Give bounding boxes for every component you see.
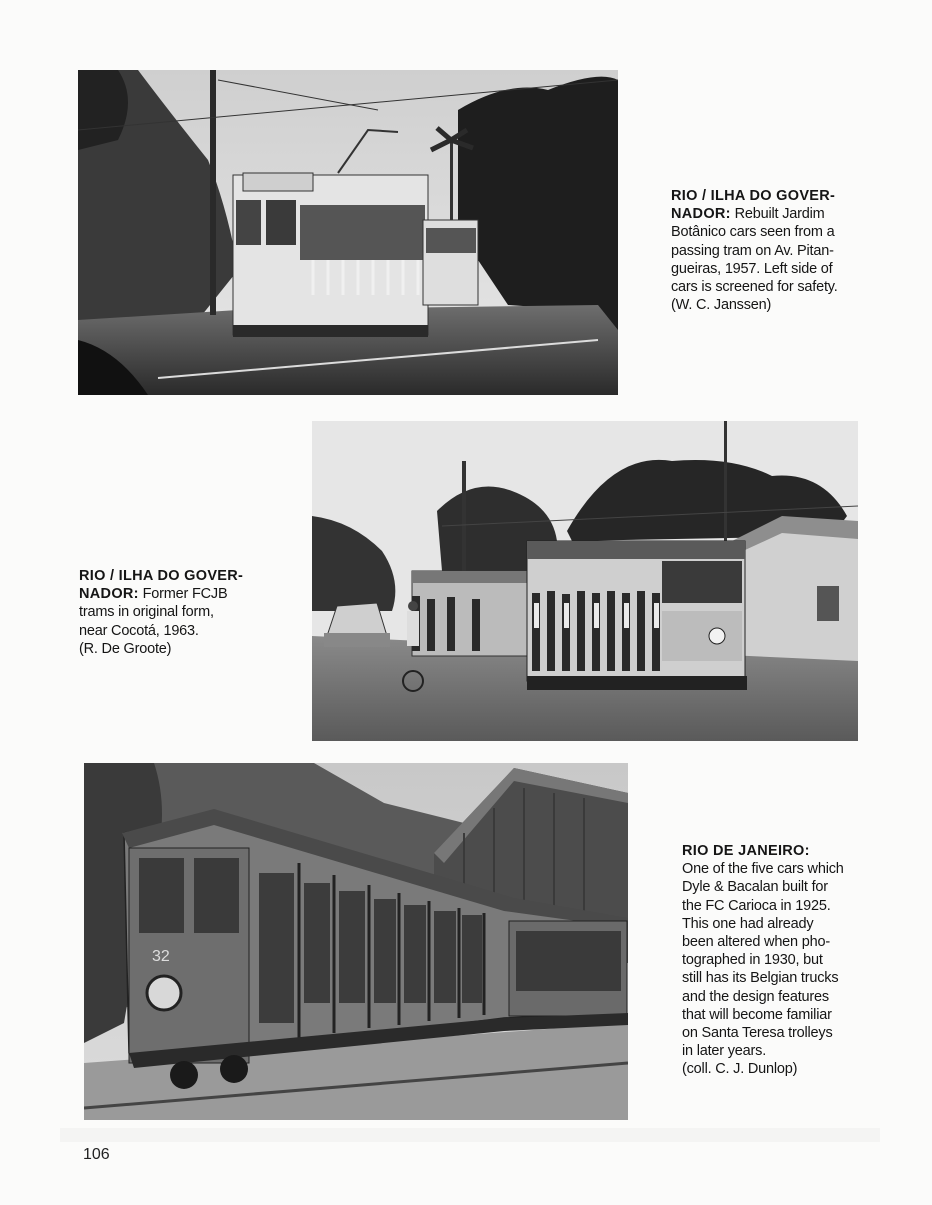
caption-2 [79,567,243,658]
caption-text: Botânico cars seen from a [671,224,835,241]
caption-heading: NADOR: [671,206,731,223]
caption-text: cars is screened for safety. [671,279,838,296]
caption-line [682,969,844,987]
caption-text: near Cocotá, 1963. [79,622,199,639]
caption-text: Rebuilt Jardim [730,206,825,223]
caption-text: trams in original form, [79,604,214,621]
caption-text: Dyle & Bacalan built for [682,879,828,896]
caption-text: on Santa Teresa trolleys [682,1025,833,1042]
caption-text: passing tram on Av. Pitan- [671,242,834,259]
caption-line [682,860,844,878]
caption-text: still has its Belgian trucks [682,970,839,987]
caption-heading: RIO DE JANEIRO: [682,843,810,859]
caption-heading: NADOR: [79,586,139,603]
caption-heading: RIO / ILHA DO GOVER- [671,188,836,204]
caption-line [671,278,838,296]
caption-text: One of the five cars which [682,861,844,878]
photo-tram-cocota [312,421,858,741]
caption-line [682,988,844,1006]
caption-text: This one had already [682,915,814,932]
caption-text: (R. De Groote) [79,640,172,657]
caption-line [682,1006,844,1024]
caption-line [79,640,243,658]
caption-3 [682,842,844,1079]
caption-text: the FC Carioca in 1925. [682,897,831,914]
caption-line [79,585,243,603]
caption-line [671,242,838,260]
caption-text: in later years. [682,1043,767,1060]
photo-tram-car-32 [84,763,628,1120]
caption-text: tographed in 1930, but [682,952,823,969]
caption-line [79,622,243,640]
caption-line [671,260,838,278]
caption-line [79,603,243,621]
page-footer-bar [60,1128,880,1142]
caption-line [682,1024,844,1042]
caption-line [682,915,844,933]
caption-line [682,1042,844,1060]
caption-line [682,1060,844,1078]
caption-line [671,187,838,205]
caption-text: (W. C. Janssen) [671,297,772,314]
caption-line [671,205,838,223]
caption-text: gueiras, 1957. Left side of [671,260,833,277]
caption-text: (coll. C. J. Dunlop) [682,1061,798,1078]
page-number: 106 [83,1146,110,1163]
caption-line [682,951,844,969]
caption-text: that will become familiar [682,1006,832,1023]
caption-line [682,933,844,951]
caption-line [79,567,243,585]
caption-line [682,878,844,896]
caption-line [682,897,844,915]
caption-text: Former FCJB [138,586,228,603]
caption-line [671,296,838,314]
caption-heading: RIO / ILHA DO GOVER- [79,568,244,584]
caption-text: and the design features [682,988,829,1005]
photo-tram-avenida-pitangueiras [78,70,618,395]
caption-1 [671,187,838,314]
caption-line [671,223,838,241]
svg-text:32: 32 [152,948,170,965]
caption-text: been altered when pho- [682,934,830,951]
caption-line [682,842,844,860]
